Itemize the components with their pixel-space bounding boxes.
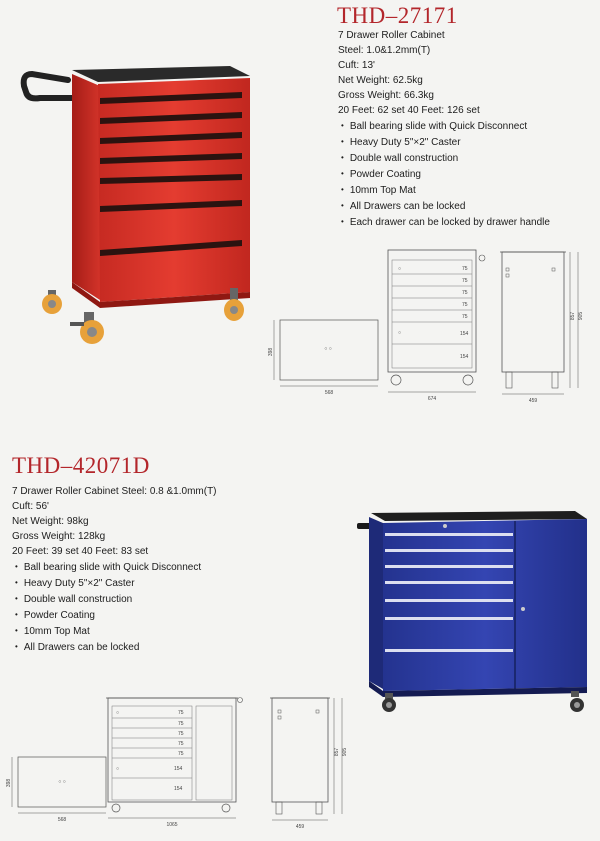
product1-front-w: 674 [427, 396, 437, 402]
product2-spec-line: Gross Weight: 128kg [12, 531, 106, 542]
svg-text:○ ○: ○ ○ [58, 779, 66, 785]
product2-front-w: 1065 [166, 822, 178, 828]
product1-carton-h: 398 [268, 347, 274, 357]
product1-drawer-dim: 75 [462, 266, 468, 272]
product2-drawer-dim: 75 [178, 721, 184, 727]
product1-front-drawing [382, 246, 492, 406]
product1-drawer-dim: 75 [462, 314, 468, 320]
product2-side-w: 459 [295, 824, 305, 830]
product2-specs [12, 484, 217, 559]
product1-spec-line: Gross Weight: 66.3kg [338, 90, 434, 101]
product2-feature: • Heavy Duty 5"×2" Caster [15, 575, 201, 591]
product1-spec-line: Net Weight: 62.5kg [338, 75, 423, 86]
product1-drawer-dim: 154 [460, 354, 469, 360]
product1-drawer-dim: 75 [462, 290, 468, 296]
product1-spec-line: 7 Drawer Roller Cabinet [338, 30, 445, 41]
product2-feature: • All Drawers can be locked [15, 639, 201, 655]
svg-text:○: ○ [116, 766, 120, 772]
product1-feature: • Powder Coating [341, 166, 550, 182]
product1-feature: • Each drawer can be locked by drawer handle [341, 214, 550, 230]
product2-side-h1: 857 [334, 747, 340, 757]
product1-carton-drawing [270, 316, 390, 396]
product1-carton-w: 568 [324, 390, 334, 396]
product2-side-h2: 905 [342, 747, 348, 757]
product1-feature: • All Drawers can be locked [341, 198, 550, 214]
product1-side-h1: 857 [570, 311, 576, 321]
product1-spec-line: 20 Feet: 62 set 40 Feet: 126 set [338, 105, 480, 116]
product2-drawer-dim: 154 [174, 766, 183, 772]
product2-spec-line: Cuft: 56' [12, 501, 49, 512]
product2-spec-line: 20 Feet: 39 set 40 Feet: 83 set [12, 546, 149, 557]
product1-feature: • 10mm Top Mat [341, 182, 550, 198]
svg-text:○: ○ [116, 710, 120, 716]
product1-feature: • Ball bearing slide with Quick Disconnect [341, 118, 550, 134]
product2-spec-line: 7 Drawer Roller Cabinet Steel: 0.8 &1.0mm(T) [12, 486, 217, 497]
svg-text:○: ○ [398, 266, 402, 272]
product1-features [341, 118, 550, 230]
product2-spec-line: Net Weight: 98kg [12, 516, 89, 527]
product2-drawer-dim: 154 [174, 786, 183, 792]
product2-side-drawing [268, 692, 358, 832]
product1-specs [338, 28, 480, 118]
product1-side-w: 459 [528, 398, 538, 404]
product1-side-h2: 905 [578, 311, 584, 321]
product2-carton-w: 568 [57, 817, 67, 823]
product1-side-drawing [498, 246, 588, 406]
product2-feature: • Ball bearing slide with Quick Disconnect [15, 559, 201, 575]
product2-features [15, 559, 201, 655]
product1-model: THD–27171 [337, 3, 458, 28]
product2-drawer-dim: 75 [178, 751, 184, 757]
product2-front-drawing [102, 692, 252, 832]
product1-spec-line: Cuft: 13' [338, 60, 375, 71]
svg-text:○: ○ [398, 330, 402, 336]
svg-text:○ ○: ○ ○ [324, 346, 332, 352]
product1-spec-line: Steel: 1.0&1.2mm(T) [338, 45, 431, 56]
product2-drawer-dim: 75 [178, 741, 184, 747]
product2-feature: • Double wall construction [15, 591, 201, 607]
product2-drawer-dim: 75 [178, 710, 184, 716]
product2-feature: • Powder Coating [15, 607, 201, 623]
product2-feature: • 10mm Top Mat [15, 623, 201, 639]
product1-drawer-dim: 75 [462, 302, 468, 308]
product1-drawer-dim: 154 [460, 331, 469, 337]
product2-drawer-dim: 75 [178, 731, 184, 737]
blue-cabinet-photo [355, 505, 595, 715]
product2-model: THD–42071D [12, 453, 150, 478]
product1-drawer-dim: 75 [462, 278, 468, 284]
product1-feature: • Double wall construction [341, 150, 550, 166]
red-cabinet-photo [0, 60, 260, 360]
product1-feature: • Heavy Duty 5"×2" Caster [341, 134, 550, 150]
product2-carton-h: 398 [6, 778, 12, 788]
